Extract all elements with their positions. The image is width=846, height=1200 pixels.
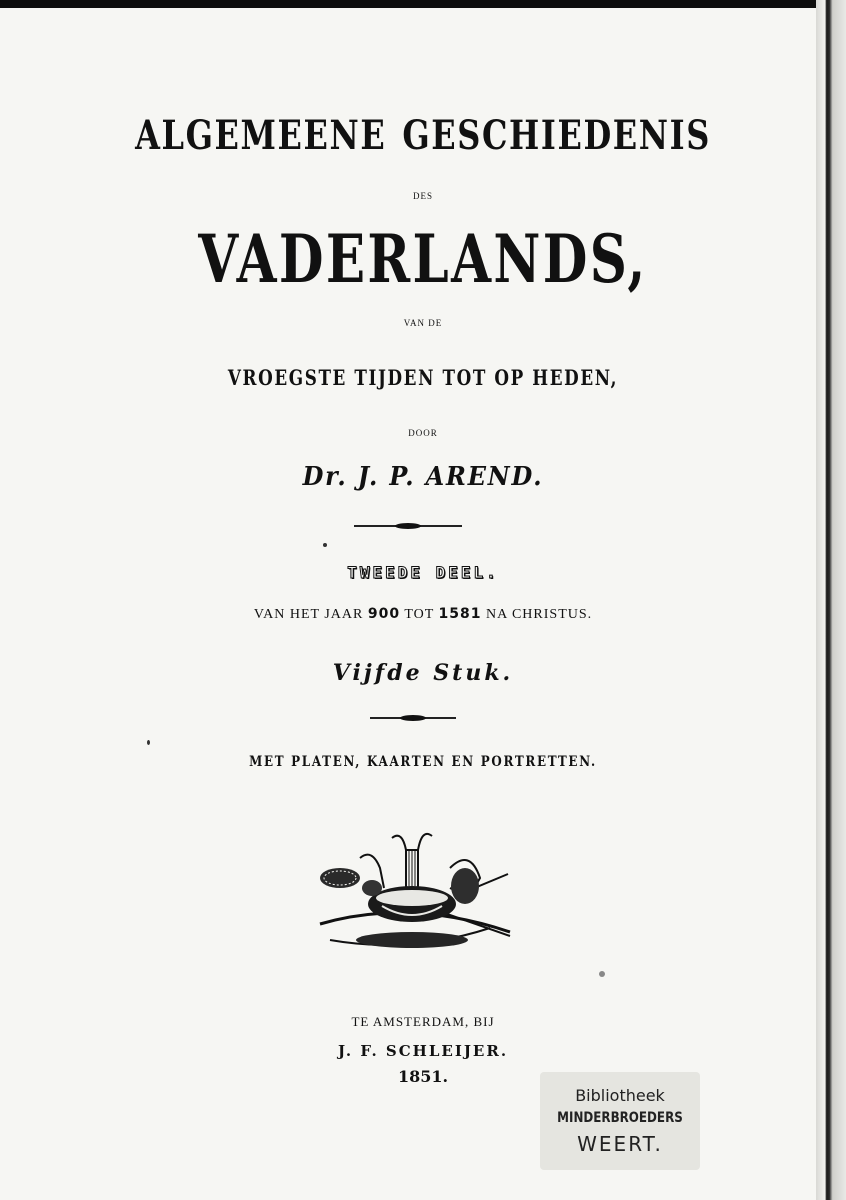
- paper-speck: [323, 543, 327, 547]
- stamp-line-3: WEERT.: [577, 1132, 663, 1156]
- period-suffix: NA CHRISTUS.: [486, 607, 593, 622]
- year-end: 1581: [438, 606, 482, 622]
- volume-title: [0, 563, 846, 582]
- author-connector-door: DOOR: [408, 428, 438, 438]
- paper-speck: [147, 740, 150, 745]
- ornamental-rule-2: [370, 717, 456, 719]
- part-title: Vijfde Stuk.: [332, 660, 514, 686]
- paper-speck: [599, 971, 605, 977]
- scan-top-edge: [0, 0, 846, 8]
- main-title-line1: [85, 112, 762, 159]
- stamp-line-1: Bibliotheek: [575, 1086, 665, 1105]
- title-word-algemeene: ALGEMEENE: [135, 112, 387, 159]
- volume-period: [0, 606, 846, 623]
- publisher-place: TE AMSTERDAM, BIJ: [351, 1014, 495, 1029]
- period-mid: TOT: [404, 607, 435, 622]
- vignette-illustration: [310, 828, 520, 956]
- ornamental-rule-1: [354, 525, 462, 527]
- illustrations-note: MET PLATEN, KAARTEN EN PORTRETTEN.: [249, 754, 597, 770]
- year-start: 900: [367, 606, 401, 622]
- library-stamp: [540, 1072, 700, 1170]
- publication-year: 1851.: [397, 1067, 449, 1086]
- subtitle: VROEGSTE TIJDEN TOT OP HEDEN,: [227, 365, 619, 390]
- author-name: Dr. J. P. AREND.: [302, 462, 544, 492]
- title-connector-van-de: VAN DE: [403, 318, 443, 328]
- stamp-line-2: MINDERBROEDERS: [557, 1110, 683, 1126]
- main-title-line2: VADERLANDS,: [198, 220, 648, 298]
- volume-title-text: TWEEDE DEEL.: [347, 563, 499, 582]
- period-prefix: VAN HET JAAR: [253, 607, 364, 622]
- publisher-name: J. F. SCHLEIJER.: [337, 1042, 509, 1060]
- title-connector-des: DES: [412, 191, 433, 201]
- title-word-geschiedenis: GESCHIEDENIS: [402, 112, 711, 159]
